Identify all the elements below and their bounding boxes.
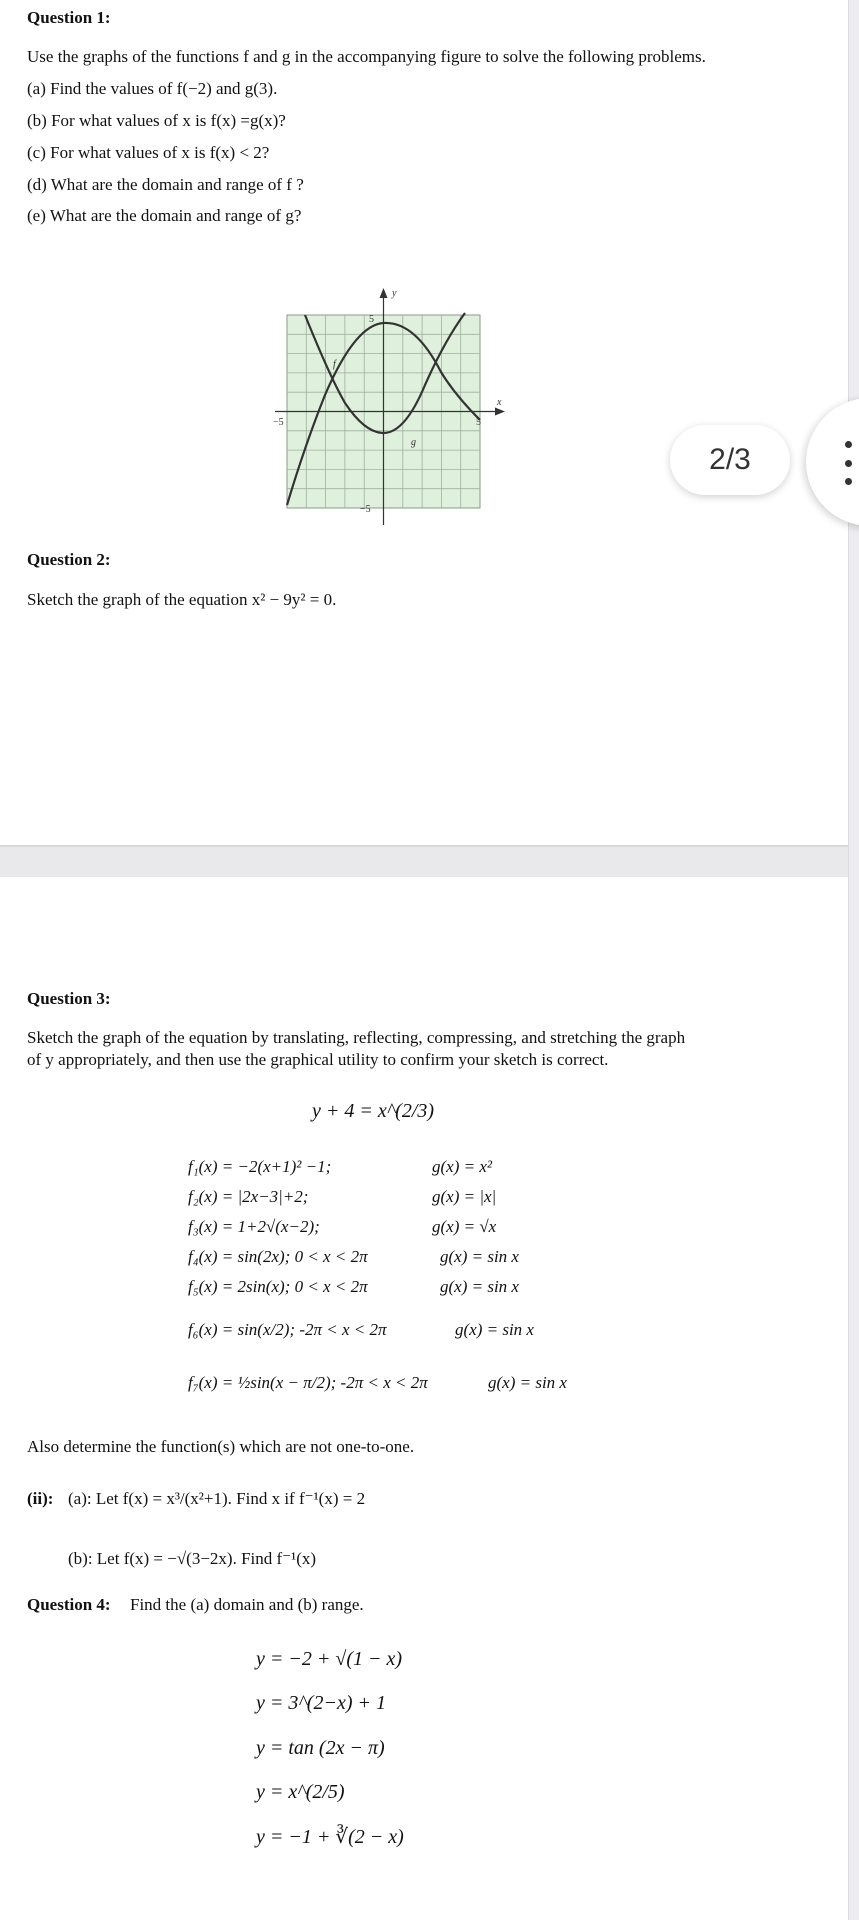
function-f2: f₂(x) = |2x−3|+2; [188, 1187, 309, 1206]
g-curve-label: g [411, 437, 416, 448]
x-axis-label: x [497, 397, 502, 408]
document-page-1 [0, 0, 848, 845]
function-graph-figure [265, 285, 515, 535]
question-2-title: Question 2: [27, 550, 111, 569]
function-f5: f₅(x) = 2sin(x); 0 < x < 2π [188, 1277, 368, 1296]
tick-x-5: 5 [476, 417, 481, 428]
y-axis-label: y [392, 288, 397, 299]
question-3-ii-b: (b): Let f(x) = −√(3−2x). Find f⁻¹(x) [68, 1549, 317, 1568]
function-f6: f₆(x) = sin(x/2); -2π < x < 2π [188, 1320, 387, 1339]
page-gap [0, 845, 848, 879]
question-4-eq-4: y = x^(2/5) [256, 1781, 345, 1803]
question-1-part-e: (e) What are the domain and range of g? [27, 206, 302, 225]
question-2-text: Sketch the graph of the equation x² − 9y² = 0. [27, 590, 337, 609]
function-f7: f₇(x) = ½sin(x − π/2); -2π < x < 2π [188, 1373, 428, 1392]
function-g4: g(x) = sin x [440, 1247, 519, 1266]
question-1-title: Question 1: [27, 8, 111, 27]
question-3-equation: y + 4 = x^(2/3) [312, 1100, 435, 1122]
tick-x-neg5: −5 [273, 417, 284, 428]
function-g2: g(x) = |x| [432, 1187, 497, 1206]
question-3-text-line-2: of y appropriately, and then use the graphical utility to confirm your sketch is correct. [27, 1050, 609, 1069]
page-indicator: 2/3 [670, 425, 790, 495]
question-4-text: Find the (a) domain and (b) range. [130, 1595, 364, 1614]
function-f4: f₄(x) = sin(2x); 0 < x < 2π [188, 1247, 368, 1266]
question-4-eq-5: y = −1 + ∛(2 − x) [256, 1826, 404, 1848]
function-g3: g(x) = √x [432, 1217, 497, 1236]
more-vertical-icon[interactable] [845, 441, 853, 485]
question-1-part-a: (a) Find the values of f(−2) and g(3). [27, 79, 278, 98]
question-1-part-b: (b) For what values of x is f(x) =g(x)? [27, 111, 286, 130]
scrollbar-track[interactable] [848, 0, 859, 1920]
function-g6: g(x) = sin x [455, 1320, 534, 1339]
function-g1: g(x) = x² [432, 1157, 492, 1176]
question-4-eq-3: y = tan (2x − π) [256, 1737, 385, 1759]
question-4-eq-2: y = 3^(2−x) + 1 [256, 1692, 386, 1714]
function-g5: g(x) = sin x [440, 1277, 519, 1296]
question-1-intro: Use the graphs of the functions f and g in the accompanying figure to solve the following problems. [27, 47, 706, 66]
question-1-part-c: (c) For what values of x is f(x) < 2? [27, 143, 270, 162]
function-f1: f₁(x) = −2(x+1)² −1; [188, 1157, 332, 1176]
function-g7: g(x) = sin x [488, 1373, 567, 1392]
tick-y-neg5: −5 [360, 504, 371, 515]
question-3-title: Question 3: [27, 989, 111, 1008]
question-1-part-d: (d) What are the domain and range of f ? [27, 175, 304, 194]
question-3-ii-label: (ii): [27, 1489, 54, 1508]
function-f3: f₃(x) = 1+2√(x−2); [188, 1217, 320, 1236]
question-3-text-line-1: Sketch the graph of the equation by translating, reflecting, compressing, and stretching the graph [27, 1028, 686, 1047]
question-4-eq-1: y = −2 + √(1 − x) [256, 1648, 403, 1670]
question-4-title: Question 4: [27, 1595, 111, 1614]
tick-y-5: 5 [369, 314, 374, 325]
document-page-2 [0, 877, 848, 1920]
question-3-also: Also determine the function(s) which are not one-to-one. [27, 1437, 415, 1456]
question-3-ii-a: (a): Let f(x) = x³/(x²+1). Find x if f⁻¹(x) = 2 [68, 1489, 366, 1508]
f-curve-label: f [333, 359, 336, 370]
